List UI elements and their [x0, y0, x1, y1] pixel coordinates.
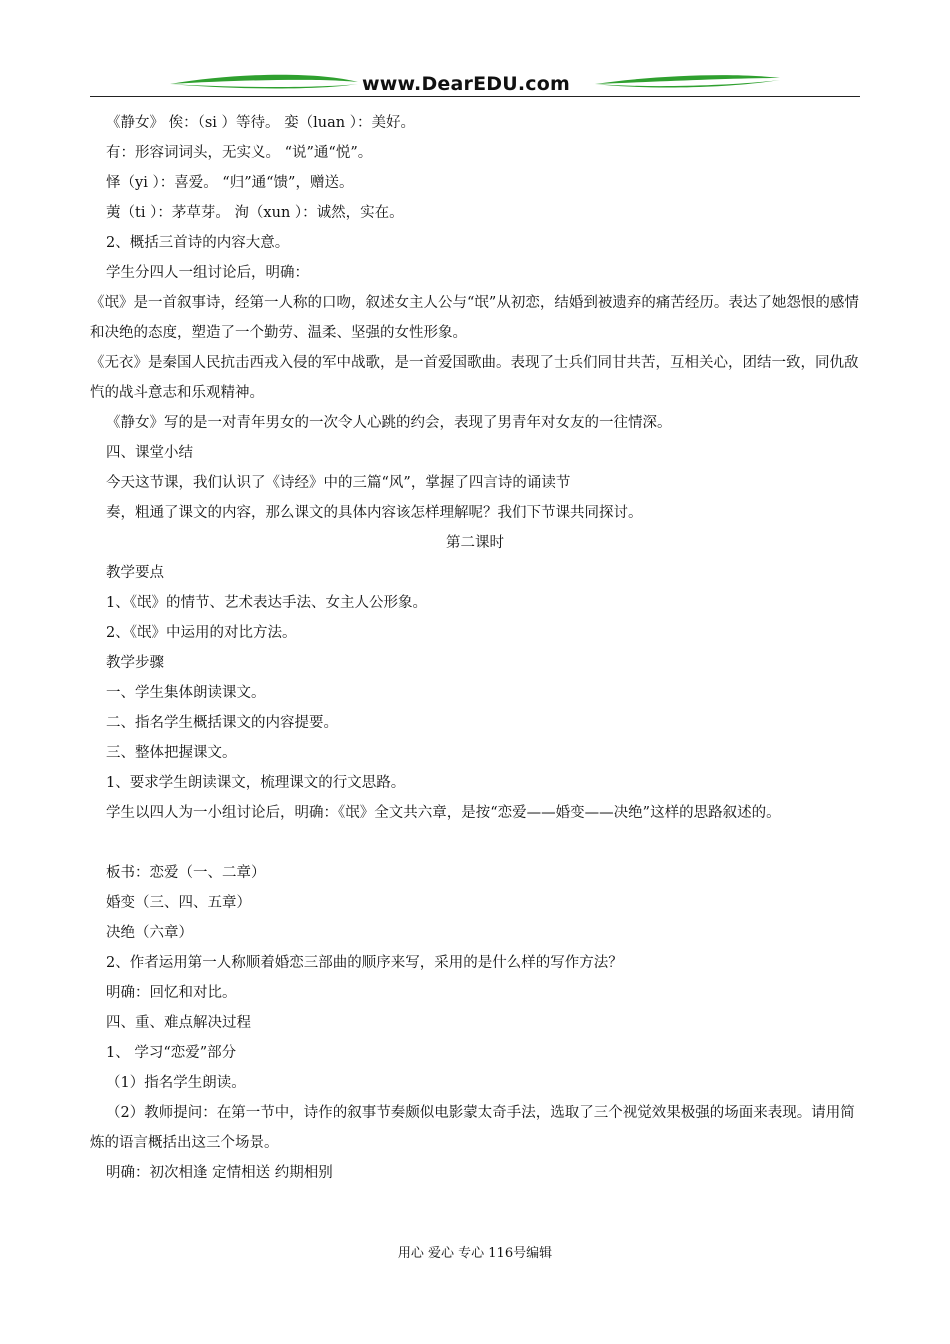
paragraph: 今天这节课，我们认识了《诗经》中的三篇“风”，掌握了四言诗的诵读节 — [106, 475, 571, 491]
paragraph: 荑（ti ）：茅草芽。 洵（xun ）：诚然，实在。 — [106, 205, 404, 221]
paragraph: 2、概括三首诗的内容大意。 — [106, 235, 290, 251]
document-body — [90, 108, 860, 1188]
paragraph: 1、 学习“恋爱”部分 — [106, 1045, 237, 1061]
paragraph: 板书：恋爱（一、二章） — [106, 865, 266, 881]
section-heading: 四、课堂小结 — [106, 445, 193, 461]
section-heading: 教学步骤 — [106, 655, 164, 671]
paragraph: 二、指名学生概括课文的内容提要。 — [106, 715, 338, 731]
paragraph: 三、整体把握课文。 — [106, 745, 237, 761]
paragraph: 决绝（六章） — [106, 925, 193, 941]
paragraph: 学生以四人为一小组讨论后，明确：《氓》全文共六章，是按“恋爱——婚变——决绝”这样的思路叙述的。 — [106, 805, 781, 821]
paragraph: 婚变（三、四、五章） — [106, 895, 251, 911]
paragraph: 有：形容词词头，无实义。 “说”通“悦”。 — [106, 145, 373, 161]
paragraph: 奏，粗通了课文的内容，那么课文的具体内容该怎样理解呢？我们下节课共同探讨。 — [106, 505, 643, 521]
paragraph: （2）教师提问：在第一节中，诗作的叙事节奏颇似电影蒙太奇手法，选取了三个视觉效果极强的场面来表现。请用简炼的语言概括出这三个场景。 — [90, 1105, 855, 1151]
paragraph: 明确：回忆和对比。 — [106, 985, 237, 1001]
section-heading: 教学要点 — [106, 565, 164, 581]
lesson-title: 第二课时 — [446, 535, 504, 551]
paragraph: 《无衣》是秦国人民抗击西戎入侵的军中战歌，是一首爱国歌曲。表现了士兵们同甘共苦，互相关心，团结一致，同仇敌忾的战斗意志和乐观精神。 — [90, 355, 859, 401]
paragraph: 明确：初次相逢 定情相送 约期相别 — [106, 1165, 333, 1181]
paragraph: 怿（yi ）：喜爱。 “归”通“馈”，赠送。 — [106, 175, 354, 191]
page-footer: 用心 爱心 专心 116号编辑 — [397, 1246, 553, 1261]
paragraph: 《静女》写的是一对青年男女的一次令人心跳的约会，表现了男青年对女友的一往情深。 — [106, 415, 672, 431]
section-heading: 四、重、难点解决过程 — [106, 1015, 251, 1031]
paragraph: 1、《氓》的情节、艺术表达手法、女主人公形象。 — [106, 595, 427, 611]
paragraph: 《氓》是一首叙事诗，经第一人称的口吻，叙述女主人公与“氓”从初恋，结婚到被遗弃的痛苦经历。表达了她怨恨的感情和决绝的态度，塑造了一个勤劳、温柔、坚强的女性形象。 — [90, 295, 859, 341]
paragraph: （1）指名学生朗读。 — [106, 1075, 246, 1091]
paragraph: 1、要求学生朗读课文，梳理课文的行文思路。 — [106, 775, 406, 791]
paragraph: 2、作者运用第一人称顺着婚恋三部曲的顺序来写，采用的是什么样的写作方法？ — [106, 955, 623, 971]
paragraph: 一、学生集体朗读课文。 — [106, 685, 266, 701]
site-url[interactable]: www.DearEDU.com — [362, 73, 571, 95]
paragraph: 2、《氓》中运用的对比方法。 — [106, 625, 297, 641]
header-rule — [90, 96, 860, 97]
paragraph: 《静女》 俟：（si ）等待。 娈（luan ）：美好。 — [106, 115, 415, 131]
paragraph: 学生分四人一组讨论后，明确： — [106, 265, 309, 281]
